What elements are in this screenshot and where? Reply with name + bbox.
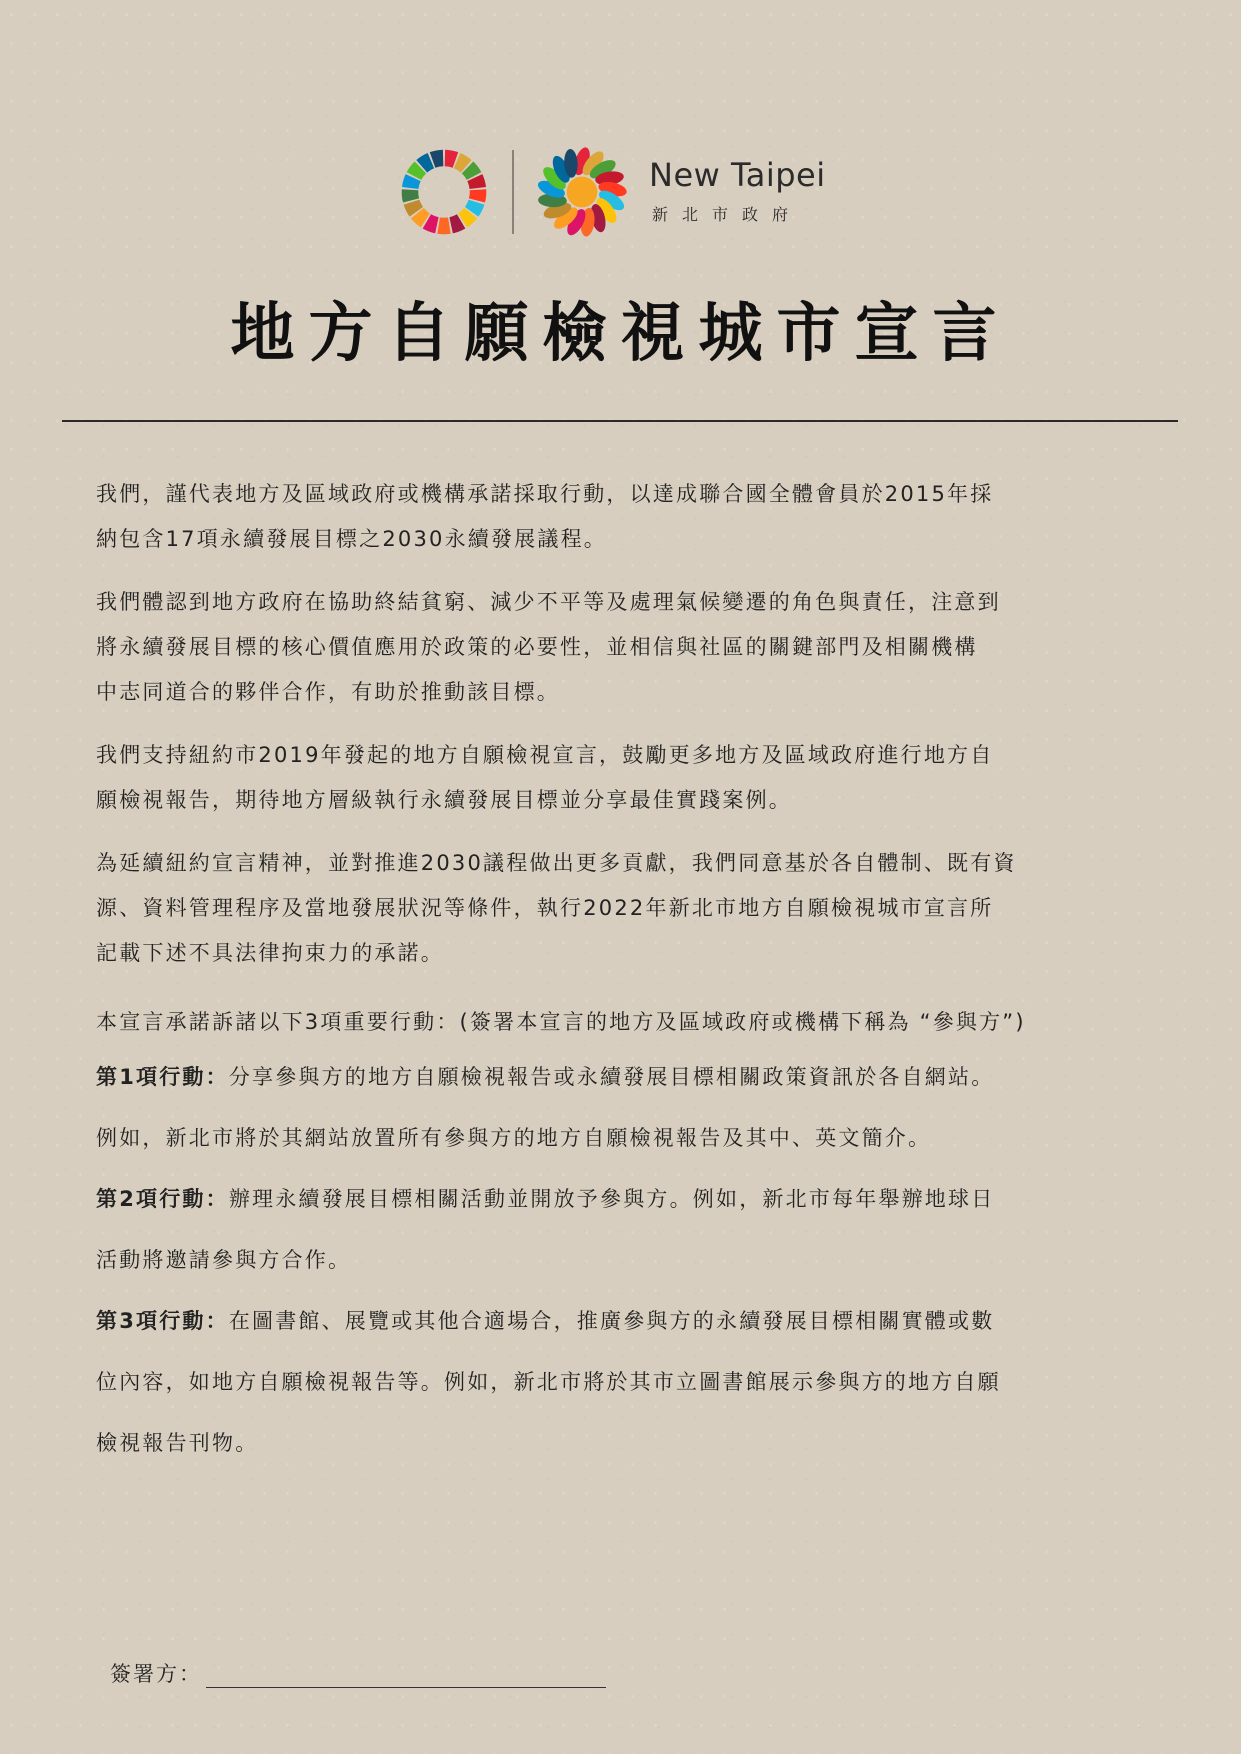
text-line: 我們體認到地方政府在協助終結貧窮、減少不平等及處理氣候變遷的角色與責任，注意到 [96,590,1001,614]
paragraph-1 [96,484,1156,550]
signature-label: 簽署方： [110,1662,202,1686]
brand-name: New Taipei [649,156,826,194]
sdg-wheel-icon [398,146,490,238]
commitments-intro [96,1012,1156,1033]
sdg-wheel-segment [437,217,450,234]
text-line: 中志同道合的夥伴合作，有助於推動該目標。 [96,680,560,704]
sdg-wheel-segment [402,189,419,202]
action-1 [96,1067,1156,1149]
action-label: 第2項行動： [96,1187,229,1211]
sdg-wheel-segment [469,189,486,202]
text-line: 活動將邀請參與方合作。 [96,1248,352,1272]
page-title: 地方自願檢視城市宣言 [230,297,1011,371]
text-line: 例如，新北市將於其網站放置所有參與方的地方自願檢視報告及其中、英文簡介。 [96,1126,932,1150]
signature-field [110,1658,606,1688]
paragraph-3 [96,745,1156,811]
action-3 [96,1311,1156,1454]
text-line: 位內容，如地方自願檢視報告等。例如，新北市將於其市立圖書館展示參與方的地方自願 [96,1370,1001,1394]
signature-line[interactable] [206,1665,606,1688]
declaration-body [96,484,1156,1454]
text-line: 源、資料管理程序及當地發展狀況等條件，執行2022年新北市地方自願檢視城市宣言所 [96,896,994,920]
brand-subtitle: 新北市政府 [652,205,803,224]
action-label: 第3項行動： [96,1309,229,1333]
text-line: 分享參與方的地方自願檢視報告或永續發展目標相關政策資訊於各自網站。 [228,1065,995,1089]
text-line: 納包含17項永續發展目標之2030永續發展議程。 [96,527,607,551]
flower-center [567,177,598,208]
text-line: 在圖書館、展覽或其他合適場合，推廣參與方的永續發展目標相關實體或數 [228,1309,995,1333]
logo-divider [512,150,514,234]
action-label: 第1項行動： [96,1065,229,1089]
text-line: 為延續紐約宣言精神，並對推進2030議程做出更多貢獻，我們同意基於各自體制、既有資 [96,851,1017,875]
text-line: 本宣言承諾訴諸以下3項重要行動：(簽署本宣言的地方及區域政府或機構下稱為 “參與方”) [96,1010,1026,1034]
text-line: 我們支持紐約市2019年發起的地方自願檢視宣言，鼓勵更多地方及區域政府進行地方自 [96,743,994,767]
text-line: 將永續發展目標的核心價值應用於政策的必要性，並相信與社區的關鍵部門及相關機構 [96,635,978,659]
action-2 [96,1189,1156,1271]
new-taipei-flower-icon [534,144,630,240]
text-line: 記載下述不具法律拘束力的承諾。 [96,941,444,965]
text-line: 我們，謹代表地方及區域政府或機構承諾採取行動，以達成聯合國全體會員於2015年採 [96,482,994,506]
text-line: 願檢視報告，期待地方層級執行永續發展目標並分享最佳實踐案例。 [96,788,792,812]
header [0,140,1241,240]
text-line: 辦理永續發展目標相關活動並開放予參與方。例如，新北市每年舉辦地球日 [228,1187,995,1211]
paragraph-4 [96,853,1156,964]
paragraph-2 [96,592,1156,703]
text-line: 檢視報告刊物。 [96,1431,259,1455]
title-rule [62,420,1178,422]
